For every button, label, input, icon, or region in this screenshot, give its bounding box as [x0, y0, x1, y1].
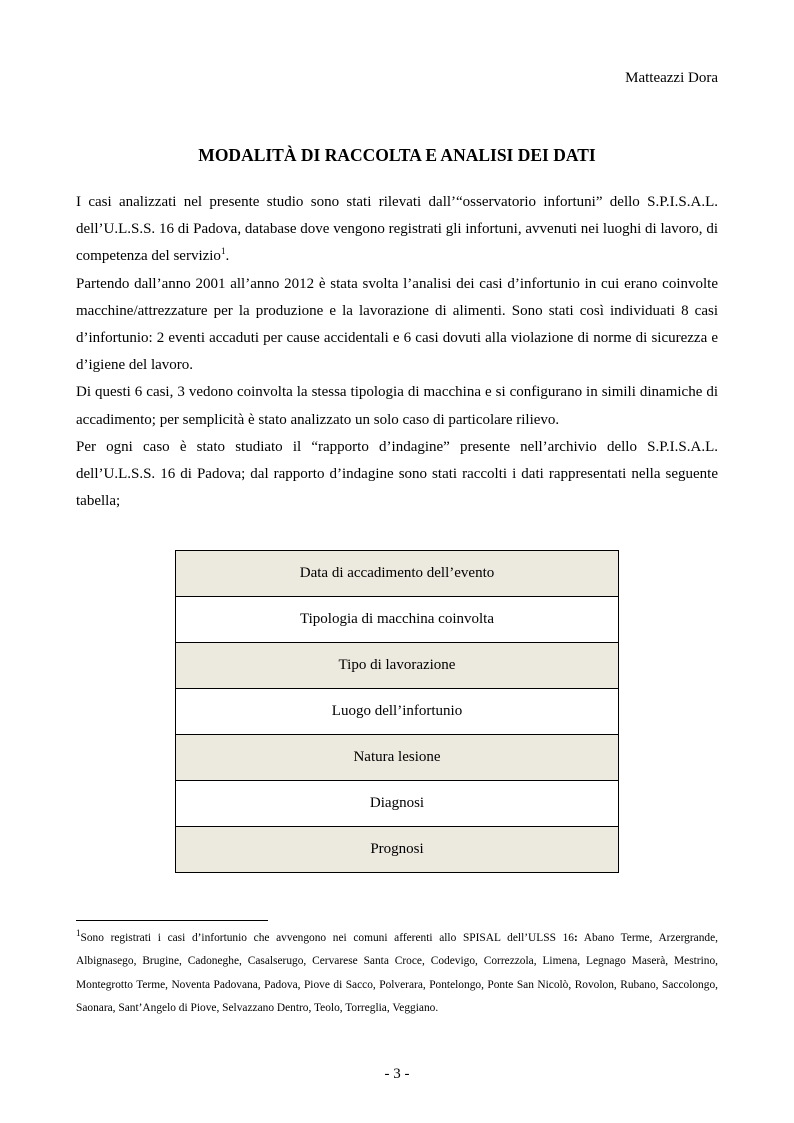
header-author: Matteazzi Dora: [625, 70, 718, 86]
table-row: [176, 827, 619, 873]
table-cell: Tipo di lavorazione: [176, 643, 619, 689]
data-fields-table: [175, 550, 619, 873]
page-number: - 3 -: [384, 1066, 410, 1082]
table-cell: Diagnosi: [176, 781, 619, 827]
footnote-divider: [76, 920, 268, 921]
footnote-marker: 1: [76, 928, 81, 939]
table-cell: Luogo dell’infortunio: [176, 689, 619, 735]
table-cell: Tipologia di macchina coinvolta: [176, 597, 619, 643]
footnote-colon: :: [573, 932, 578, 944]
page-title: MODALITÀ DI RACCOLTA E ANALISI DEI DATI: [198, 145, 596, 165]
table-row: [176, 597, 619, 643]
table-cell: Data di accadimento dell’evento: [176, 551, 619, 597]
table-row: [176, 551, 619, 597]
body-text: [76, 189, 718, 515]
footnote-municipalities: Abano Terme, Arzergrande, Albignasego, Brugine, Cadoneghe, Casalserugo, Cervarese Santa Croce, Codevigo, Correzzola, Limena, Legnago Maserà, Mestrino, Montegrotto Terme, Noventa Padovana, Padova, Piove di Sacco, Polverara, Pontelongo, Ponte San Nicolò, Rovolon, Rubano, Saccolongo, Saonara, Sant’Angelo di Piove, Selvazzano Dentro, Teolo, Torreglia, Veggiano.: [76, 932, 718, 1014]
table-row: [176, 781, 619, 827]
table-cell: Prognosi: [176, 827, 619, 873]
paragraph-2: Partendo dall’anno 2001 all’anno 2012 è stata svolta l’analisi dei casi d’infortunio in cui erano coinvolte macchine/attrezzature per la produzione e la lavorazione di alimenti. Sono stati così individuati 8 casi d’infortunio: 2 eventi accaduti per cause accidentali e 6 casi dovuti alla violazione di norme di sicurezza e d’igiene del lavoro.: [76, 275, 718, 374]
paragraph-3: Di questi 6 casi, 3 vedono coinvolta la stessa tipologia di macchina e si configurano in simili dinamiche di accadimento; per semplicità è stato analizzato un solo caso di particolare rilievo.: [76, 384, 718, 428]
footnote-ref[interactable]: 1: [220, 246, 226, 257]
table-cell: Natura lesione: [176, 735, 619, 781]
table-row: [176, 689, 619, 735]
paragraph-4: Per ogni caso è stato studiato il “rapporto d’indagine” presente nell’archivio dello S.P.I.S.A.L. dell’U.L.S.S. 16 di Padova; dal rapporto d’indagine sono stati raccolti i dati rappresentati nella seguente tabella;: [76, 438, 718, 510]
table-row: [176, 643, 619, 689]
paragraph-1-end: .: [225, 248, 230, 265]
footnote-text: Sono registrati i casi d’infortunio che avvengono nei comuni afferenti allo SPISAL dell’ULSS 16: [80, 932, 574, 944]
paragraph-1-text: I casi analizzati nel presente studio sono stati rilevati dall’“osservatorio infortuni” dello S.P.I.S.A.L. dell’U.L.S.S. 16 di Padova, database dove vengono registrati gli infortuni, avvenuti nei luoghi di lavoro, di competenza del servizio: [76, 194, 718, 265]
paragraph-1: [76, 189, 718, 271]
footnote: [76, 927, 718, 1020]
table-row: [176, 735, 619, 781]
